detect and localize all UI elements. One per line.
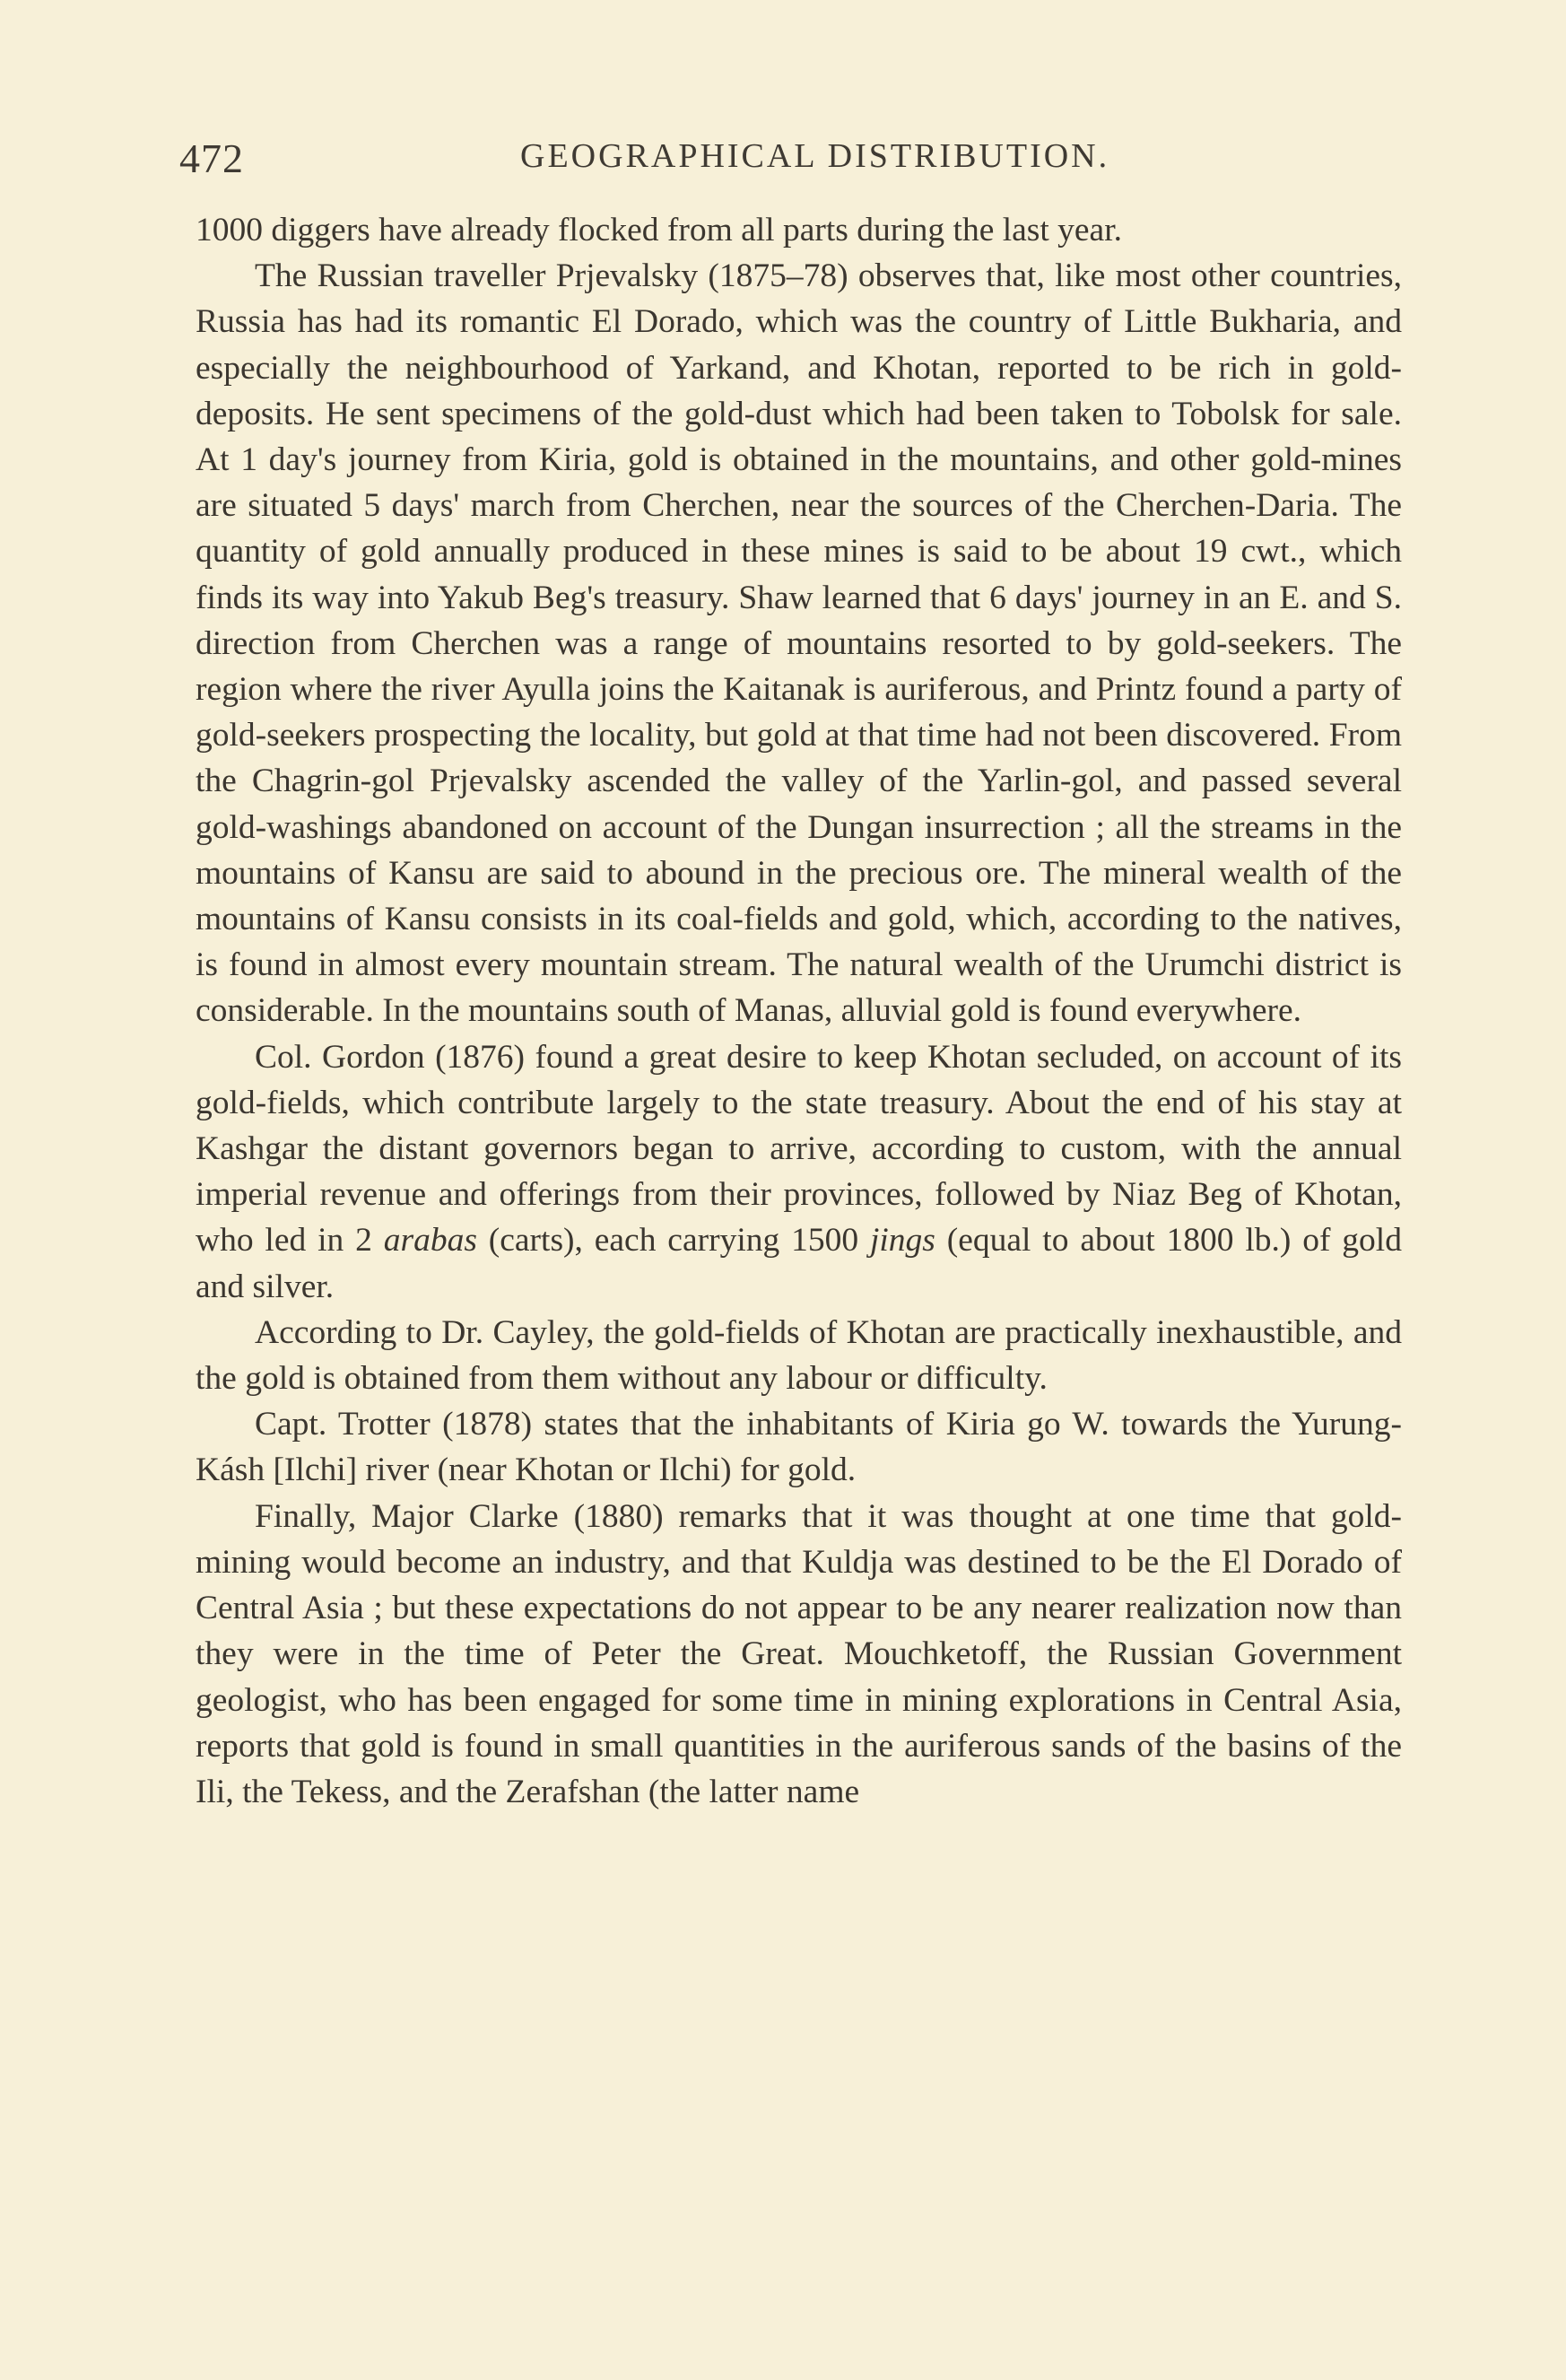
running-head: GEOGRAPHICAL DISTRIBUTION. <box>520 137 1110 175</box>
paragraph-gordon <box>196 1034 1402 1310</box>
gordon-text-start: Col. Gordon (1876) found a great desire to keep Khotan secluded, on account of its gold-fields, which contribute largely to the state treasury. About the end of his stay at Kashgar the distant governors began to arrive, according to custom, with the annual imperial revenue and offerings from their provinces, followed by Niaz Beg of Khotan, who led in 2 <box>196 1038 1402 1260</box>
jings-term: jings <box>869 1222 935 1260</box>
paragraph-trotter: Capt. Trotter (1878) states that the inhabitants of Kiria go W. towards the Yurung-Kásh [Ilchi] river (near Khotan or Ilchi) for gold. <box>196 1406 1402 1489</box>
gordon-text-middle: (carts), each carrying 1500 <box>476 1222 870 1260</box>
arabas-term: arabas <box>383 1222 477 1260</box>
gordon-text-end: (equal to about 1800 lb.) of gold and silver. <box>196 1222 1402 1305</box>
paragraph-cayley: According to Dr. Cayley, the gold-fields of Khotan are practically inexhaustible, and the gold is obtained from them without any labour or difficulty. <box>196 1313 1402 1398</box>
paragraph-prjevalsky: The Russian traveller Prjevalsky (1875–78) observes that, like most other countries, Russia has had its romantic El Dorado, which was the country of Little Bukharia, and especially the neighbourhood of Yarkand, and Khotan, reported to be rich in gold-deposits. He sent specimens of the gold-dust which had been taken to Tobolsk for sale. At 1 day's journey from Kiria, gold is obtained in the mountains, and other gold-mines are situated 5 days' march from Cherchen, near the sources of the Cherchen-Daria. The quantity of gold annually produced in these mines is said to be about 19 cwt., which finds its way into Yakub Beg's treasury. Shaw learned that 6 days' journey in an E. and S. direction from Cherchen was a range of mountains resorted to by gold-seekers. The region where the river Ayulla joins the Kaitanak is auriferous, and Printz found a party of gold-seekers prospecting the locality, but gold at that time had not been discovered. From the Chagrin-gol Prjevalsky ascended the valley of the Yarlin-gol, and passed several gold-washings abandoned on account of the Dungan insurrection ; all the streams in the mountains of Kansu are said to abound in the precious ore. The mineral wealth of the mountains of Kansu consists in its coal-fields and gold, which, according to the natives, is found in almost every mountain stream. The natural wealth of the Urumchi district is considerable. In the mountains south of Manas, alluvial gold is found everywhere. <box>196 257 1402 1030</box>
page-number: 472 <box>179 135 244 181</box>
body-text <box>196 207 1402 1815</box>
paragraph-continued: 1000 diggers have already flocked from all parts during the last year. <box>196 212 1122 248</box>
page-header <box>179 135 1408 188</box>
paragraph-clarke: Finally, Major Clarke (1880) remarks that it was thought at one time that gold-mining would become an industry, and that Kuldja was destined to be the El Dorado of Central Asia ; but these expectations do not appear to be any nearer realization now than they were in the time of Peter the Great. Mouchketoff, the Russian Government geologist, who has been engaged for some time in mining explorations in Central Asia, reports that gold is found in small quantities in the auriferous sands of the basins of the Ili, the Tekess, and the Zerafshan (the latter name <box>196 1497 1402 1810</box>
